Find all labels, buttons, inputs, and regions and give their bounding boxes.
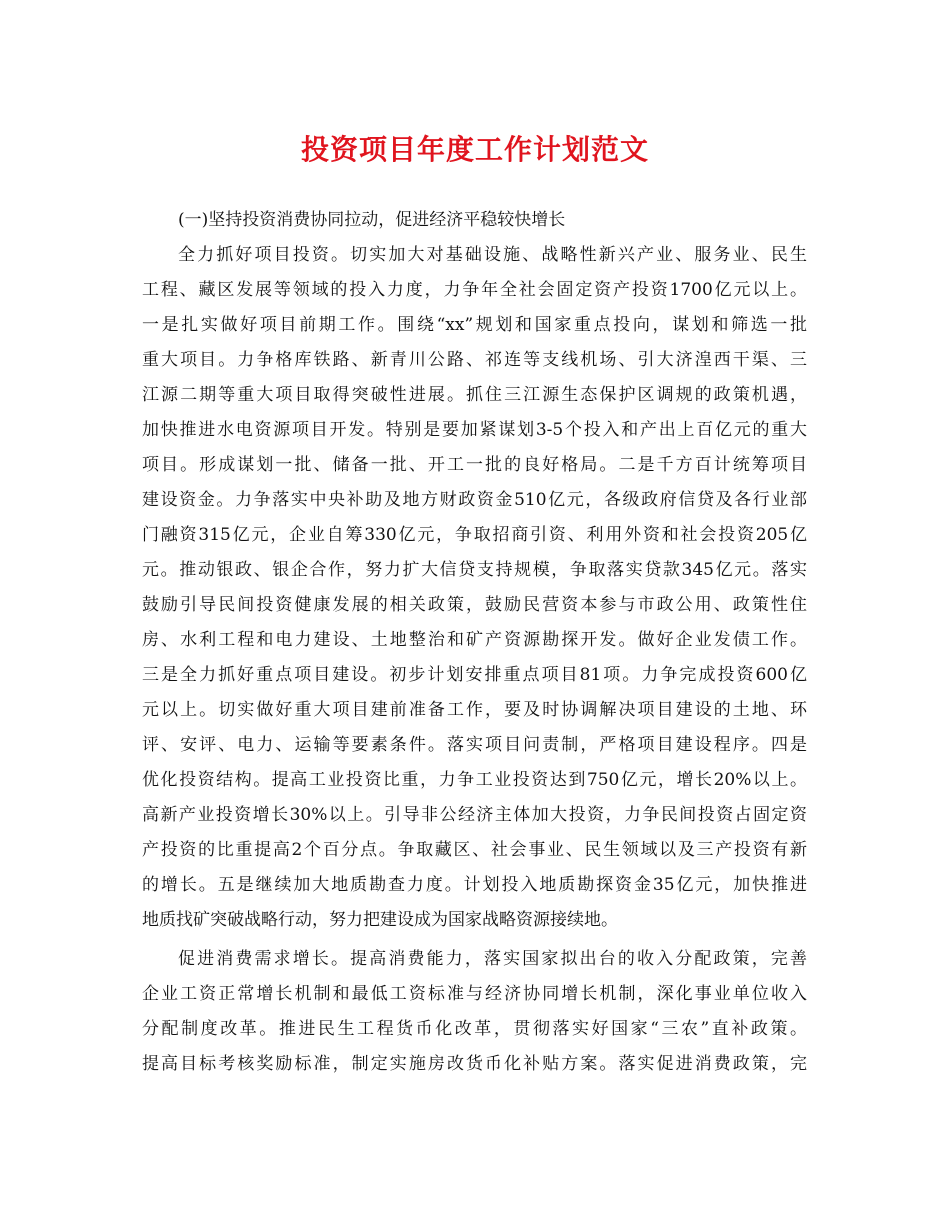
paragraph-line: 地质找矿突破战略行动，努力把建设成为国家战略资源接续地。 (142, 910, 618, 930)
paragraph-line: 评、安评、电力、运输等要素条件。落实项目问责制，严格项目建设程序。四是 (142, 735, 807, 755)
paragraph-line: 提高目标考核奖励标准，制定实施房改货币化补贴方案。落实促进消费政策，完 (142, 1054, 807, 1074)
paragraph-line: 的增长。五是继续加大地质勘查力度。计划投入地质勘探资金35亿元，加快推进 (142, 875, 807, 895)
paragraph-line: 全力抓好项目投资。切实加大对基础设施、战略性新兴产业、服务业、民生 (178, 245, 807, 265)
paragraph-line: 鼓励引导民间投资健康发展的相关政策，鼓励民营资本参与市政公用、政策性住 (142, 595, 807, 615)
section-heading: (一)坚持投资消费协同拉动，促进经济平稳较快增长 (178, 210, 566, 230)
paragraph-1 (142, 238, 807, 938)
document-body (142, 203, 807, 1082)
paragraph-line: 建设资金。力争落实中央补助及地方财政资金510亿元，各级政府信贷及各行业部 (142, 490, 807, 510)
paragraph-line: 江源二期等重大项目取得突破性进展。抓住三江源生态保护区调规的政策机遇， (142, 385, 807, 405)
paragraph-line: 高新产业投资增长30%以上。引导非公经济主体加大投资，力争民间投资占固定资 (142, 805, 807, 825)
paragraph-line: 分配制度改革。推进民生工程货币化改革，贯彻落实好国家“三农”直补政策。 (142, 1019, 807, 1039)
paragraph-line: 一是扎实做好项目前期工作。围绕“xx”规划和国家重点投向，谋划和筛选一批 (142, 315, 807, 335)
paragraph-line: 优化投资结构。提高工业投资比重，力争工业投资达到750亿元，增长20%以上。 (142, 770, 807, 790)
paragraph-line: 加快推进水电资源项目开发。特别是要加紧谋划3-5个投入和产出上百亿元的重大 (142, 420, 807, 440)
paragraph-line: 元以上。切实做好重大项目建前准备工作，要及时协调解决项目建设的土地、环 (142, 700, 807, 720)
paragraph-line: 项目。形成谋划一批、储备一批、开工一批的良好格局。二是千方百计统筹项目 (142, 455, 807, 475)
paragraph-line: 企业工资正常增长机制和最低工资标准与经济协同增长机制，深化事业单位收入 (142, 984, 807, 1004)
paragraph-line: 促进消费需求增长。提高消费能力，落实国家拟出台的收入分配政策，完善 (178, 949, 807, 969)
paragraph-2 (142, 942, 807, 1082)
paragraph-line: 房、水利工程和电力建设、土地整治和矿产资源勘探开发。做好企业发债工作。 (142, 630, 807, 650)
paragraph-line: 元。推动银政、银企合作，努力扩大信贷支持规模，争取落实贷款345亿元。落实 (142, 560, 807, 580)
document-title: 投资项目年度工作计划范文 (300, 133, 649, 166)
paragraph-line: 工程、藏区发展等领域的投入力度，力争年全社会固定资产投资1700亿元以上。 (142, 280, 807, 300)
paragraph-line: 三是全力抓好重点项目建设。初步计划安排重点项目81项。力争完成投资600亿 (142, 665, 807, 685)
paragraph-line: 重大项目。力争格库铁路、新青川公路、祁连等支线机场、引大济湟西干渠、三 (142, 350, 807, 370)
paragraph-line: 门融资315亿元，企业自筹330亿元，争取招商引资、利用外资和社会投资205亿 (142, 525, 807, 545)
paragraph-line: 产投资的比重提高2个百分点。争取藏区、社会事业、民生领域以及三产投资有新 (142, 840, 807, 860)
